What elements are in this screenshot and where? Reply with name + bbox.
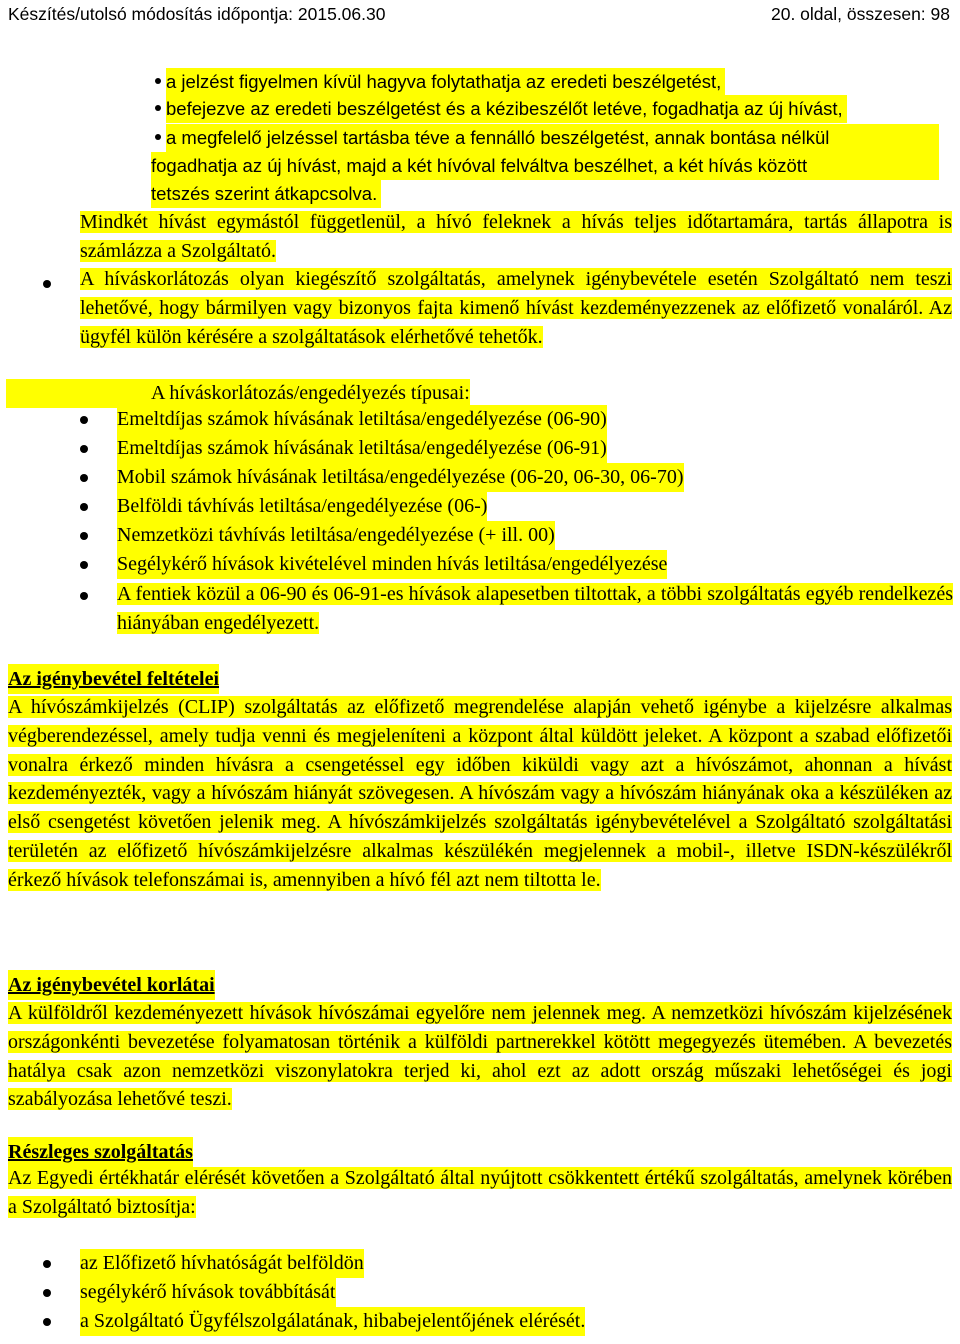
list-item: Belföldi távhívás letiltása/engedélyezése (06-): [117, 492, 487, 521]
bullet-icon: [43, 1289, 51, 1297]
conditions-text: A hívószámkijelzés (CLIP) szolgáltatás az előfizető megrendelése alapján vehető igénybe a kijelzésre alkalmas végberendezéssel, amely tudja venni és megjeleníteni a központ által küldött jeleket. A központ a szabad előfizetői vonalra érkező minden hívásra a csengetéssel egy időben kiküldi vagy azt a hívószámot, ahonnan a hívást kezdeményezték, vagy a hívószám hiányát szövegesen. A hívószám vagy a hívószám hiányának oka a készüléken az első csengetést követően jelenik meg. A hívószámkijelzés szolgáltatás igénybevételével a Szolgáltató szolgáltatási területén az előfizető hívószámkijelzésre alkalmas készülékén megjelennek a mobil-, illetve ISDN-készülékről érkező hívások telefonszámai is, amennyiben a hívó fél azt nem tiltotta le.: [8, 696, 952, 891]
billing-paragraph: [80, 208, 952, 266]
list-item: a megfelelő jelzéssel tartásba téve a fennálló beszélgetést, annak bontása nélkül: [166, 124, 939, 152]
header-date: Készítés/utolsó módosítás időpontja: 2015.06.30: [8, 4, 386, 24]
conditions-paragraph: [8, 693, 952, 895]
types-title: A híváskorlátozás/engedélyezés típusai:: [6, 379, 470, 408]
list-item: Nemzetközi távhívás letiltása/engedélyezése (+ ill. 00): [117, 521, 555, 550]
list-item: az Előfizető hívhatóságát belföldön: [80, 1249, 364, 1278]
restriction-text: A híváskorlátozás olyan kiegészítő szolgáltatás, amelynek igénybevétele esetén Szolgáltató nem teszi lehetővé, hogy bármilyen vagy bizonyos fajta kimenő hívást kezdeményezzenek az előfizető vonaláról. Az ügyfél külön kérésére a szolgáltatások elérhetővé tehetők.: [80, 268, 952, 348]
limits-paragraph: [8, 999, 952, 1114]
bullet-icon: [80, 561, 88, 569]
limits-text: A külföldről kezdeményezett hívások hívószámai egyelőre nem jelennek meg. A nemzetközi hívószám kijelzésének országonkénti bevezetése folyamatosan történik a külföldi partnerekkel kötött megegyezés ütemében. A bevezetés hatálya csak azon nemzetközi viszonylatokra terjed ki, ahol ezt az adott ország műszaki lehetőségei és jogi szabályozása lehetővé teszi.: [8, 1002, 952, 1111]
section-heading-conditions: Az igénybevétel feltételei: [8, 664, 219, 694]
list-item: a Szolgáltató Ügyfélszolgálatának, hibabejelentőjének elérését.: [80, 1307, 585, 1336]
list-item: befejezve az eredeti beszélgetést és a kézibeszélőt letéve, fogadhatja az új hívást,: [166, 95, 847, 123]
bullet-icon: [80, 532, 88, 540]
section-heading-limits: Az igénybevétel korlátai: [8, 970, 215, 1000]
types-last-text: A fentiek közül a 06-90 és 06-91-es hívások alapesetben tiltottak, a többi szolgáltatás egyéb rendelkezés hiányában engedélyezett.: [117, 583, 953, 634]
bullet-icon: [43, 280, 51, 288]
list-item: a jelzést figyelmen kívül hagyva folytathatja az eredeti beszélgetést,: [166, 68, 725, 96]
bullet-icon: [155, 134, 161, 140]
header-page-number: 20. oldal, összesen: 98: [770, 4, 950, 24]
list-item: fogadhatja az új hívást, majd a két hívóval felváltva beszélhet, a két hívás között: [151, 152, 939, 180]
bullet-icon: [43, 1318, 51, 1326]
list-item: Emeltdíjas számok hívásának letiltása/engedélyezése (06-91): [117, 434, 607, 463]
bullet-icon: [155, 78, 161, 84]
section-heading-partial: Részleges szolgáltatás: [8, 1137, 193, 1167]
bullet-icon: [80, 445, 88, 453]
partial-paragraph: [8, 1164, 952, 1222]
restriction-paragraph: [80, 265, 952, 351]
list-item: Segélykérő hívások kivételével minden hívás letiltása/engedélyezése: [117, 550, 667, 579]
list-item: [117, 580, 953, 638]
bullet-icon: [43, 1260, 51, 1268]
bullet-icon: [80, 416, 88, 424]
billing-text: Mindkét hívást egymástól függetlenül, a hívó feleknek a hívás teljes időtartamára, tartás állapotra is számlázza a Szolgáltató.: [80, 211, 952, 262]
list-item: segélykérő hívások továbbítását: [80, 1278, 336, 1307]
bullet-icon: [80, 592, 88, 600]
partial-text: Az Egyedi értékhatár elérését követően a Szolgáltató által nyújtott csökkentett értékű szolgáltatás, amelynek körében a Szolgáltató biztosítja:: [8, 1167, 952, 1218]
bullet-icon: [80, 503, 88, 511]
list-item: tetszés szerint átkapcsolva.: [151, 180, 381, 208]
list-item: Emeltdíjas számok hívásának letiltása/engedélyezése (06-90): [117, 405, 607, 434]
bullet-icon: [80, 474, 88, 482]
bullet-icon: [155, 105, 161, 111]
list-item: Mobil számok hívásának letiltása/engedélyezése (06-20, 06-30, 06-70): [117, 463, 684, 492]
